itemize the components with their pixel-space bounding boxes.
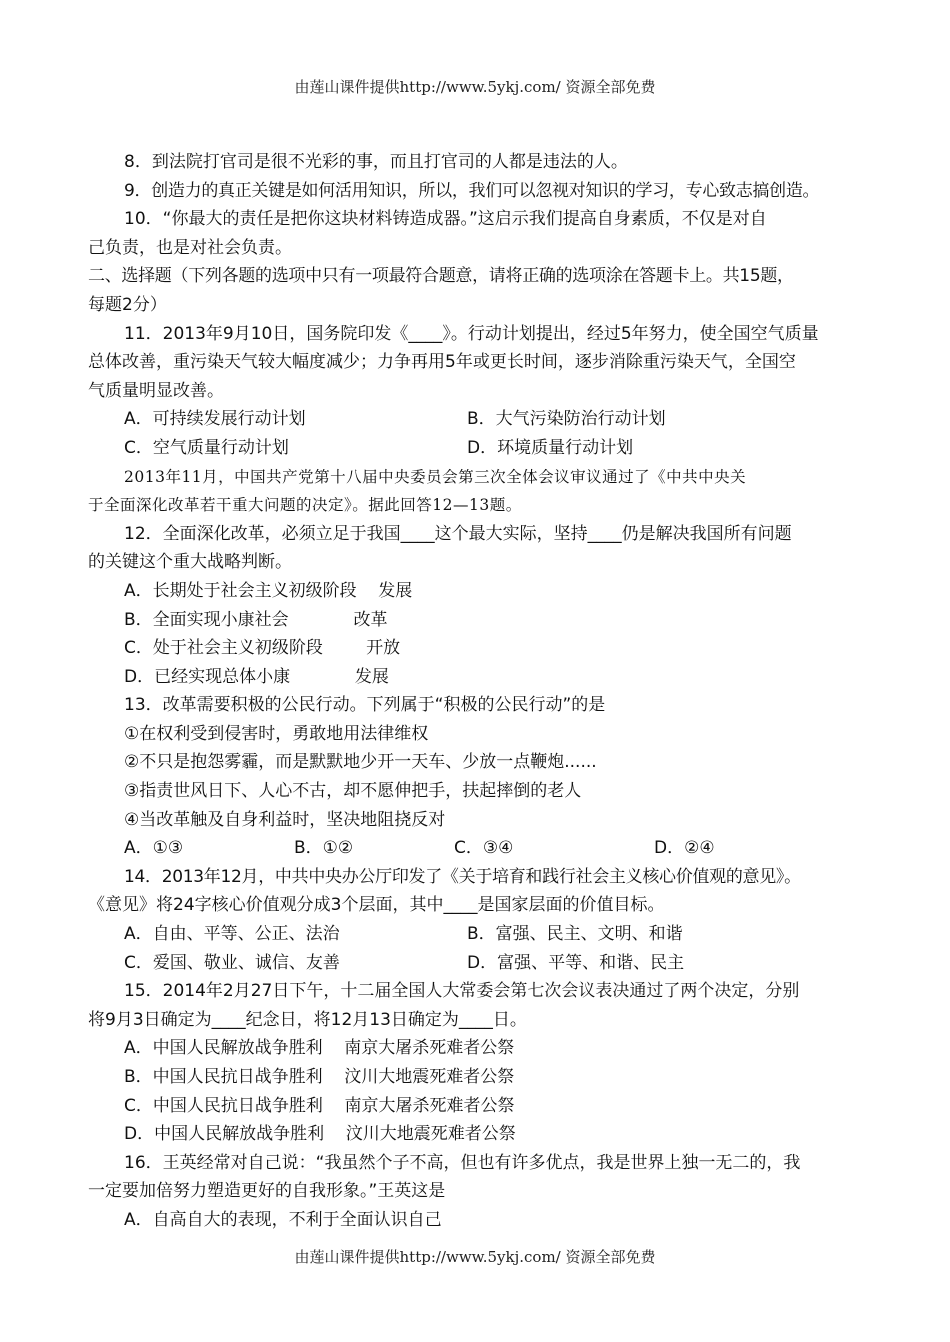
- question-14-options-ab: [88, 920, 863, 949]
- question-14-line1: 14．2013年12月，中共中央办公厅印发了《关于培育和践行社会主义核心价值观的意见》。: [124, 866, 801, 887]
- question-10-line2: 己负责，也是对社会负责。: [88, 237, 292, 258]
- question-14-line2: 《意见》将24字核心价值观分成3个层面，其中____是国家层面的价值目标。: [88, 895, 665, 916]
- question-12-option-c: C．处于社会主义初级阶段 开放: [124, 638, 401, 659]
- intro-12-13-line2: 于全面深化改革若干重大问题的决定》。据此回答12—13题。: [88, 496, 522, 515]
- question-12-line2: 的关键这个重大战略判断。: [88, 552, 292, 573]
- question-12-option-a: A．长期处于社会主义初级阶段 发展: [124, 580, 413, 601]
- option-d: D．环境质量行动计划: [467, 437, 634, 458]
- option-a: A．①③: [124, 838, 184, 859]
- option-d: D．②④: [654, 838, 715, 859]
- section-2-heading-line1: 二、选择题（下列各题的选项中只有一项最符合题意，请将正确的选项涂在答题卡上。共15题，: [88, 266, 794, 287]
- question-13-options: [88, 834, 863, 863]
- question-13-item-1: ①在权利受到侵害时，勇敢地用法律维权: [124, 723, 429, 744]
- question-16-option-a: A．自高自大的表现，不利于全面认识自己: [124, 1209, 442, 1230]
- question-13-item-3: ③指责世风日下、人心不古，却不愿伸把手，扶起摔倒的老人: [124, 781, 582, 802]
- question-11-line1: 11．2013年9月10日，国务院印发《____》。行动计划提出，经过5年努力，使全国空气质量: [124, 323, 819, 344]
- question-11-line3: 气质量明显改善。: [88, 380, 224, 401]
- question-14-options-cd: [88, 949, 863, 978]
- option-a: A．可持续发展行动计划: [124, 409, 306, 430]
- page-footer: 由莲山课件提供http://www.5ykj.com/ 资源全部免费: [294, 1248, 656, 1266]
- option-c: C．爱国、敬业、诚信、友善: [124, 952, 340, 973]
- question-15-option-c: C．中国人民抗日战争胜利 南京大屠杀死难者公祭: [124, 1095, 515, 1116]
- question-15-option-a: A．中国人民解放战争胜利 南京大屠杀死难者公祭: [124, 1038, 515, 1059]
- intro-12-13-line1: 2013年11月，中国共产党第十八届中央委员会第三次全体会议审议通过了《中共中央关: [124, 467, 747, 486]
- question-11-line2: 总体改善，重污染天气较大幅度减少；力争再用5年或更长时间，逐步消除重污染天气，全国空: [88, 352, 796, 373]
- question-15-line1: 15．2014年2月27日下午，十二届全国人大常委会第七次会议表决通过了两个决定，分别: [124, 981, 800, 1002]
- question-12-option-d: D．已经实现总体小康 发展: [124, 666, 389, 687]
- question-11-options-ab: [88, 405, 863, 434]
- question-9: 9．创造力的真正关键是如何活用知识，所以，我们可以忽视对知识的学习，专心致志搞创造。: [124, 180, 820, 201]
- question-13-item-2: ②不只是抱怨雾霾，而是默默地少开一天车、少放一点鞭炮......: [124, 752, 597, 773]
- question-15-option-d: D．中国人民解放战争胜利 汶川大地震死难者公祭: [124, 1124, 516, 1145]
- question-16-line2: 一定要加倍努力塑造更好的自我形象。”王英这是: [88, 1181, 446, 1202]
- question-10-line1: 10．“你最大的责任是把你这块材料铸造成器。”这启示我们提高自身素质，不仅是对自: [124, 209, 767, 230]
- question-11-options-cd: [88, 434, 863, 463]
- question-15-line2: 将9月3日确定为____纪念日，将12月13日确定为____日。: [88, 1009, 527, 1030]
- question-15-option-b: B．中国人民抗日战争胜利 汶川大地震死难者公祭: [124, 1067, 515, 1087]
- question-13: 13．改革需要积极的公民行动。下列属于“积极的公民行动”的是: [124, 695, 606, 716]
- question-12-option-b: B．全面实现小康社会 改革: [124, 609, 388, 630]
- option-a: A．自由、平等、公正、法治: [124, 924, 340, 945]
- section-2-heading-line2: 每题2分）: [88, 294, 167, 315]
- question-12-line1: 12．全面深化改革，必须立足于我国____这个最大实际，坚持____仍是解决我国所有问题: [124, 523, 792, 544]
- option-d: D．富强、平等、和谐、民主: [467, 952, 685, 973]
- question-16-line1: 16．王英经常对自己说：“我虽然个子不高，但也有许多优点，我是世界上独一无二的，我: [124, 1152, 801, 1173]
- option-c: C．空气质量行动计划: [124, 437, 289, 458]
- page-header: 由莲山课件提供http://www.5ykj.com/ 资源全部免费: [294, 78, 656, 96]
- option-c: C．③④: [454, 838, 514, 859]
- option-b: B．①②: [294, 838, 354, 859]
- option-b: B．富强、民主、文明、和谐: [467, 924, 683, 945]
- document-body: [88, 148, 863, 1235]
- option-b: B．大气污染防治行动计划: [467, 409, 666, 430]
- question-13-item-4: ④当改革触及自身利益时，坚决地阻挠反对: [124, 809, 446, 830]
- question-8: 8．到法院打官司是很不光彩的事，而且打官司的人都是违法的人。: [124, 152, 628, 172]
